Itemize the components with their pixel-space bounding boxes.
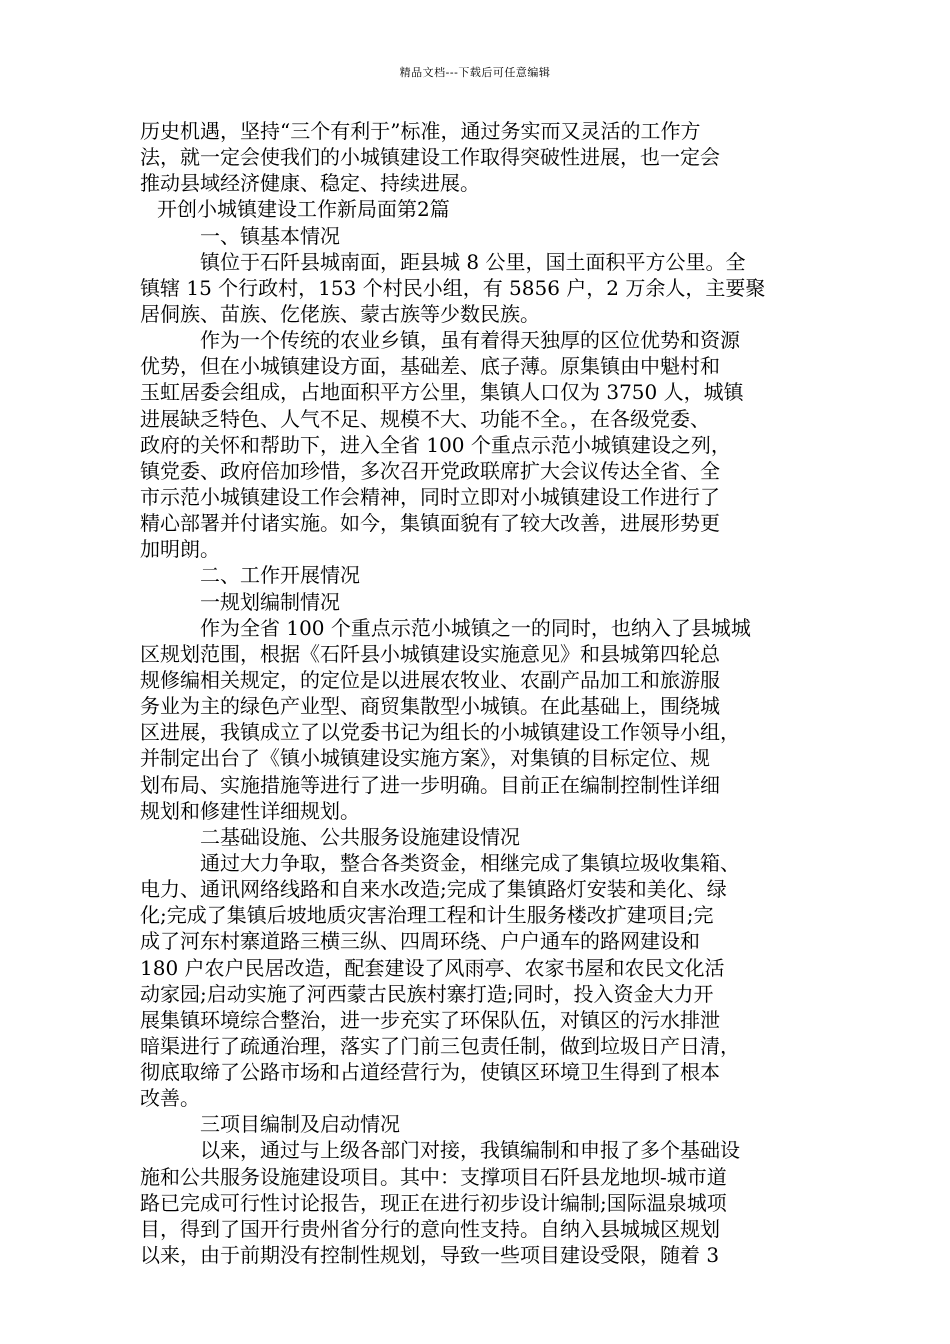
- text-line: 电力、通讯网络线路和自来水改造;完成了集镇路灯安装和美化、绿: [140, 877, 727, 902]
- text-line: 暗渠进行了疏通治理，落实了门前三包责任制，做到垃圾日产日清，: [140, 1033, 740, 1058]
- text-line: 镇位于石阡县城南面，距县城 8 公里，国土面积平方公里。全: [200, 249, 746, 274]
- text-line: 二、工作开展情况: [200, 563, 360, 588]
- text-line: 推动县域经济健康、稳定、持续进展。: [140, 171, 480, 196]
- text-line: 以来，由于前期没有控制性规划，导致一些项目建设受限，随着 3: [140, 1243, 720, 1268]
- text-line: 市示范小城镇建设工作会精神，同时立即对小城镇建设工作进行了: [140, 484, 720, 509]
- text-line: 通过大力争取，整合各类资金，相继完成了集镇垃圾收集箱、: [200, 850, 740, 875]
- text-line: 目，得到了国开行贵州省分行的意向性支持。自纳入县城城区规划: [140, 1216, 720, 1241]
- text-line: 划布局、实施措施等进行了进一步明确。目前正在编制控制性详细: [140, 772, 720, 797]
- text-line: 进展缺乏特色、人气不足、规模不大、功能不全。，在各级党委、: [140, 406, 710, 431]
- text-line: 玉虹居委会组成，占地面积平方公里，集镇人口仅为 3750 人，城镇: [140, 380, 744, 405]
- text-line: 化;完成了集镇后坡地质灾害治理工程和计生服务楼改扩建项目;完: [140, 903, 714, 928]
- text-line: 一规划编制情况: [200, 589, 340, 614]
- text-line: 优势，但在小城镇建设方面，基础差、底子薄。原集镇由中魁村和: [140, 354, 720, 379]
- text-line: 作为全省 100 个重点示范小城镇之一的同时，也纳入了县城城: [200, 615, 751, 640]
- text-line: 改善。: [140, 1086, 200, 1111]
- text-line: 加明朗。: [140, 537, 220, 562]
- text-line: 历史机遇，坚持“三个有利于”标准，通过务实而又灵活的工作方: [140, 119, 701, 143]
- text-line: 法，就一定会使我们的小城镇建设工作取得突破性进展，也一定会: [140, 145, 720, 170]
- text-line: 动家园;启动实施了河西蒙古民族村寨打造;同时，投入资金大力开: [140, 981, 714, 1006]
- text-line: 成了河东村寨道路三横三纵、四周环绕、户户通车的路网建设和: [140, 929, 700, 954]
- text-line: 路已完成可行性讨论报告，现正在进行初步设计编制;国际温泉城项: [140, 1190, 727, 1215]
- text-line: 务业为主的绿色产业型、商贸集散型小城镇。在此基础上，围绕城: [140, 694, 720, 719]
- text-line: 规修编相关规定，的定位是以进展农牧业、农副产品加工和旅游服: [140, 667, 720, 692]
- text-line: 区进展，我镇成立了以党委书记为组长的小城镇建设工作领导小组，: [140, 720, 740, 745]
- text-line: 居侗族、苗族、仡佬族、蒙古族等少数民族。: [140, 301, 540, 326]
- text-line: 并制定出台了《镇小城镇建设实施方案》，对集镇的目标定位、规: [140, 746, 710, 771]
- text-line: 镇党委、政府倍加珍惜，多次召开党政联席扩大会议传达全省、全: [140, 458, 720, 483]
- text-line: 一、镇基本情况: [200, 223, 340, 248]
- text-line: 彻底取缔了公路市场和占道经营行为，使镇区环境卫生得到了根本: [140, 1060, 720, 1085]
- text-line: 政府的关怀和帮助下，进入全省 100 个重点示范小城镇建设之列，: [140, 432, 731, 457]
- text-line: 区规划范围，根据《石阡县小城镇建设实施意见》和县城第四轮总: [140, 641, 720, 666]
- text-line: 展集镇环境综合整治，进一步充实了环保队伍，对镇区的污水排泄: [140, 1007, 720, 1032]
- text-line: 以来，通过与上级各部门对接，我镇编制和申报了多个基础设: [200, 1138, 740, 1163]
- text-line: 开创小城镇建设工作新局面第2篇: [157, 197, 450, 222]
- document-body: [140, 118, 830, 1268]
- text-line: 镇辖 15 个行政村，153 个村民小组，有 5856 户，2 万余人，主要聚: [140, 275, 766, 300]
- text-line: 180 户农户民居改造，配套建设了风雨亭、农家书屋和农民文化活: [140, 955, 725, 980]
- text-line: 三项目编制及启动情况: [200, 1112, 400, 1137]
- page-header: [0, 66, 950, 80]
- header-text: 精品文档---下载后可任意编辑: [399, 66, 551, 79]
- text-line: 规划和修建性详细规划。: [140, 798, 360, 823]
- text-line: 二基础设施、公共服务设施建设情况: [200, 824, 520, 849]
- text-line: 作为一个传统的农业乡镇，虽有着得天独厚的区位优势和资源: [200, 328, 740, 353]
- text-line: 施和公共服务设施建设项目。其中：支撑项目石阡县龙地坝-城市道: [140, 1164, 727, 1189]
- text-line: 精心部署并付诸实施。如今，集镇面貌有了较大改善，进展形势更: [140, 511, 720, 536]
